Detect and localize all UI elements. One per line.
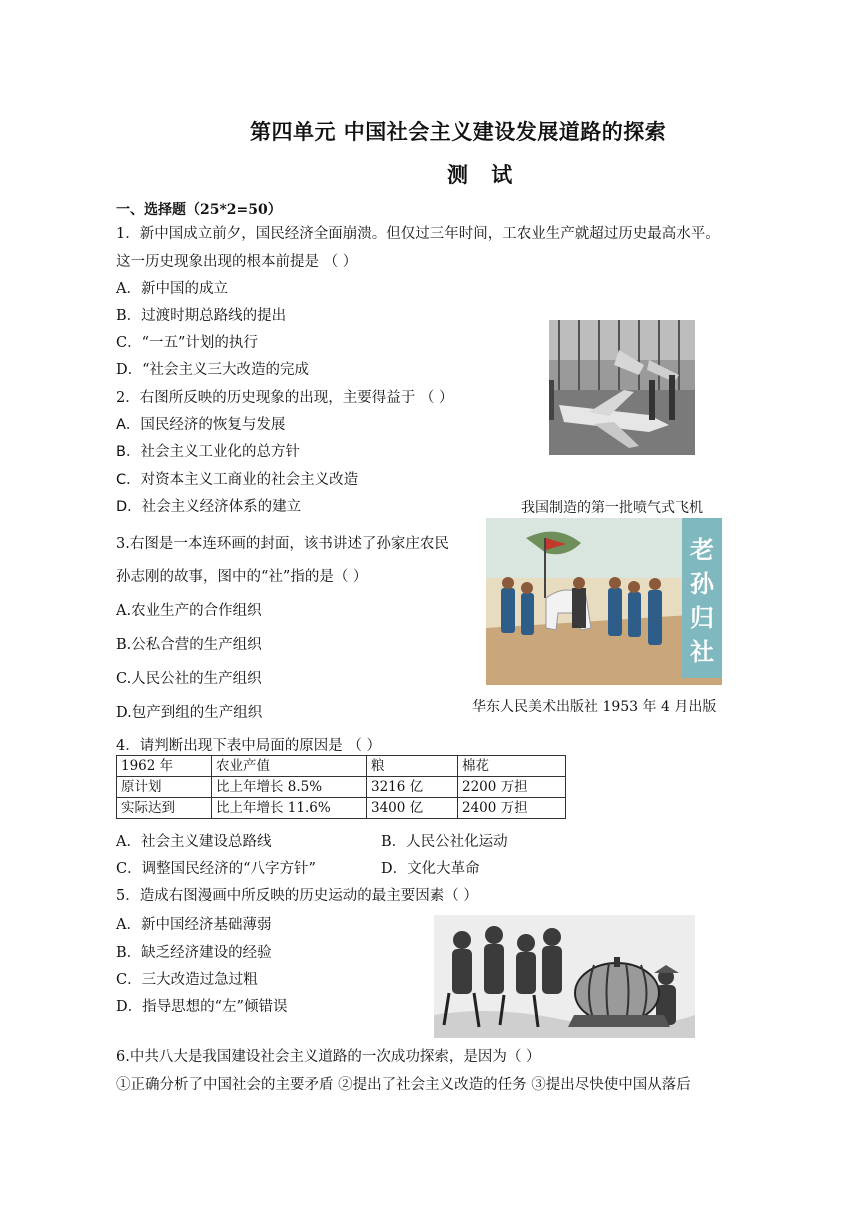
q1-option-a: A．新中国的成立	[116, 281, 228, 297]
q3-option-d: D.包产到组的生产组织	[116, 705, 263, 721]
q4-data-table	[116, 755, 566, 819]
q3-stem-line1: 3.右图是一本连环画的封面，该书讲述了孙家庄农民	[116, 536, 449, 552]
q5-option-b: B．缺乏经济建设的经验	[116, 945, 272, 961]
table-cell: 3216 亿	[367, 777, 458, 798]
table-cell: 原计划	[117, 777, 212, 798]
q2-stem: 2．右图所反映的历史现象的出现，主要得益于 （ ）	[116, 390, 454, 406]
table-header-cell: 农业产值	[212, 756, 367, 777]
comic-cover-caption: 华东人民美术出版社 1953 年 4 月出版	[472, 699, 717, 715]
cover-title-char: 社	[690, 638, 714, 666]
q2-option-c: C．对资本主义工商业的社会主义改造	[116, 472, 359, 488]
q4-option-d: D．文化大革命	[381, 861, 480, 877]
cover-title-char: 归	[690, 604, 714, 632]
q5-option-c: C．三大改造过急过粗	[116, 972, 258, 988]
q1-option-c: C．“一五”计划的执行	[116, 335, 258, 351]
table-header-cell: 1962 年	[117, 756, 212, 777]
q6-statements-line: ①正确分析了中国社会的主要矛盾 ②提出了社会主义改造的任务 ③提出尽快使中国从落后	[116, 1077, 691, 1093]
page-title: 第四单元 中国社会主义建设发展道路的探索	[250, 119, 667, 144]
table-header-row	[117, 756, 566, 777]
q3-option-a: A.农业生产的合作组织	[116, 603, 262, 619]
cover-title-char: 孙	[690, 570, 714, 598]
q3-stem-line2: 孙志刚的故事，图中的“社”指的是（ ）	[116, 569, 368, 585]
table-cell: 2200 万担	[458, 777, 566, 798]
q5-option-d: D．指导思想的“左”倾错误	[116, 999, 288, 1015]
q4-option-c: C．调整国民经济的“八字方针”	[116, 861, 316, 877]
q3-option-b: B.公私合营的生产组织	[116, 637, 262, 653]
section-heading: 一、选择题（25*2=50）	[116, 202, 282, 218]
q2-option-d: D．社会主义经济体系的建立	[116, 499, 302, 515]
q4-option-a: A．社会主义建设总路线	[116, 834, 272, 850]
q6-stem: 6.中共八大是我国建设社会主义道路的一次成功探索，是因为（ ）	[116, 1049, 541, 1065]
q5-option-a: A．新中国经济基础薄弱	[116, 917, 272, 933]
q1-option-b: B．过渡时期总路线的提出	[116, 308, 287, 324]
table-row	[117, 798, 566, 819]
comic-book-cover	[486, 518, 722, 685]
q1-option-d: D．“社会主义三大改造的完成	[116, 362, 310, 378]
table-cell: 2400 万担	[458, 798, 566, 819]
table-header-cell: 粮	[367, 756, 458, 777]
q4-stem: 4．请判断出现下表中局面的原因是 （ ）	[116, 738, 381, 754]
page-subtitle: 测 试	[447, 162, 521, 187]
table-cell: 3400 亿	[367, 798, 458, 819]
q1-stem-line2: 这一历史现象出现的根本前提是 （ ）	[116, 254, 358, 270]
q2-option-b: B．社会主义工业化的总方针	[116, 444, 300, 460]
q4-option-b: B．人民公社化运动	[381, 834, 508, 850]
table-cell: 比上年增长 11.6%	[212, 798, 367, 819]
table-cell: 实际达到	[117, 798, 212, 819]
q2-option-a: A．国民经济的恢复与发展	[116, 417, 286, 433]
jet-aircraft-photo	[549, 320, 695, 455]
jet-photo-caption: 我国制造的第一批喷气式飞机	[521, 500, 703, 516]
cover-title-char: 老	[690, 536, 714, 564]
table-cell: 比上年增长 8.5%	[212, 777, 367, 798]
q1-stem-line1: 1．新中国成立前夕，国民经济全面崩溃。但仅过三年时间，工农业生产就超过历史最高水平。	[116, 226, 720, 242]
pumpkin-cartoon	[434, 915, 695, 1038]
q5-stem: 5．造成右图漫画中所反映的历史运动的最主要因素（ ）	[116, 888, 478, 904]
q3-option-c: C.人民公社的生产组织	[116, 671, 262, 687]
table-header-cell: 棉花	[458, 756, 566, 777]
table-row	[117, 777, 566, 798]
